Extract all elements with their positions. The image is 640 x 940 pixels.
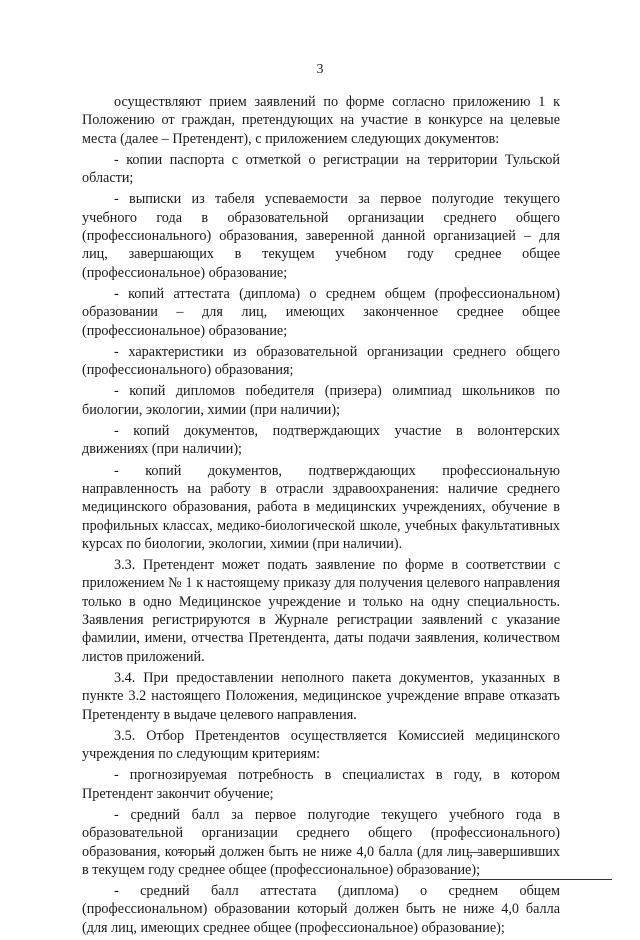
paragraph-passport: - копии паспорта с отметкой о регистрации на территории Тульской области; <box>82 151 560 187</box>
paragraph-certificate-copy: - копий аттестата (диплома) о среднем общем (профессиональном) образовании – для лиц, имеющих законченное среднее общее (профессиональное) образование; <box>82 285 560 339</box>
footer-mark-center <box>203 852 213 853</box>
paragraph-3-4: 3.4. При предоставлении неполного пакета документов, указанных в пункте 3.2 настоящего Положения, медицинское учреждение вправе отказать Претенденту в выдаче целевого направления. <box>82 669 560 723</box>
paragraph-3-3: 3.3. Претендент может подать заявление по форме в соответствии с приложением № 1 к настоящему приказу для получения целевого направления только в одно Медицинское учреждение и только на одну специальность. Заявления регистрируются в Журнале регистрации заявлений с указание фамилии, имени, отчества Претендента, даты подачи заявления, количеством листов приложений. <box>82 557 560 665</box>
footer-mark-right <box>468 852 482 853</box>
paragraph-volunteer-docs: - копий документов, подтверждающих участие в волонтерских движениях (при наличии); <box>82 423 560 458</box>
paragraph-criterion-semester-grade: - средний балл за первое полугодие текущего учебного года в образовательной организации среднего общего (профессионального) образования, который должен быть не ниже 4,0 балла (для лиц, завершивших в текущем году среднее общее (профессиональное) образование); <box>82 806 560 878</box>
paragraph-criterion-demand: - прогнозируемая потребность в специалистах в году, в котором Претендент закончит обучение; <box>82 767 560 802</box>
paragraph-professional-orientation: - копий документов, подтверждающих профессиональную направленность на работу в отрасли здравоохранения: наличие среднего медицинского образования, работа в медицинских учреждениях, обучение в профильных классах, медико-биологической школе, учебных факультативных курсах по биологии, экологии, химии (при наличии). <box>82 462 560 552</box>
footer-rule <box>452 879 612 880</box>
paragraph-criterion-certificate-grade: - средний балл аттестата (диплома) о среднем общем (профессиональном) образовании который должен быть не ниже 4,0 балла (для лиц, имеющих среднее общее (профессиональное) образование); <box>82 883 560 936</box>
footer-mark-left <box>178 852 186 853</box>
paragraph-application-intro: осуществляют прием заявлений по форме согласно приложению 1 к Положению от граждан, претендующих на участие в конкурсе на целевые места (далее – Претендент), с приложением следующих документов: <box>82 94 560 147</box>
document-body <box>82 93 560 940</box>
paragraph-3-5: 3.5. Отбор Претендентов осуществляется Комиссией медицинского учреждения по следующим критериям: <box>82 727 560 763</box>
page-number: 3 <box>316 62 324 77</box>
paragraph-grades-extract: - выписки из табеля успеваемости за первое полугодие текущего учебного года в образовательной организации среднего общего (профессионального) образования, заверенной данной организацией – для лиц, завершающих в текущем учебном году среднее общее (профессиональное) образование; <box>82 191 560 281</box>
paragraph-reference: - характеристики из образовательной организации среднего общего (профессионального) образования; <box>82 343 560 379</box>
paragraph-olympiad-diplomas: - копий дипломов победителя (призера) олимпиад школьников по биологии, экологии, химии (при наличии); <box>82 383 560 418</box>
